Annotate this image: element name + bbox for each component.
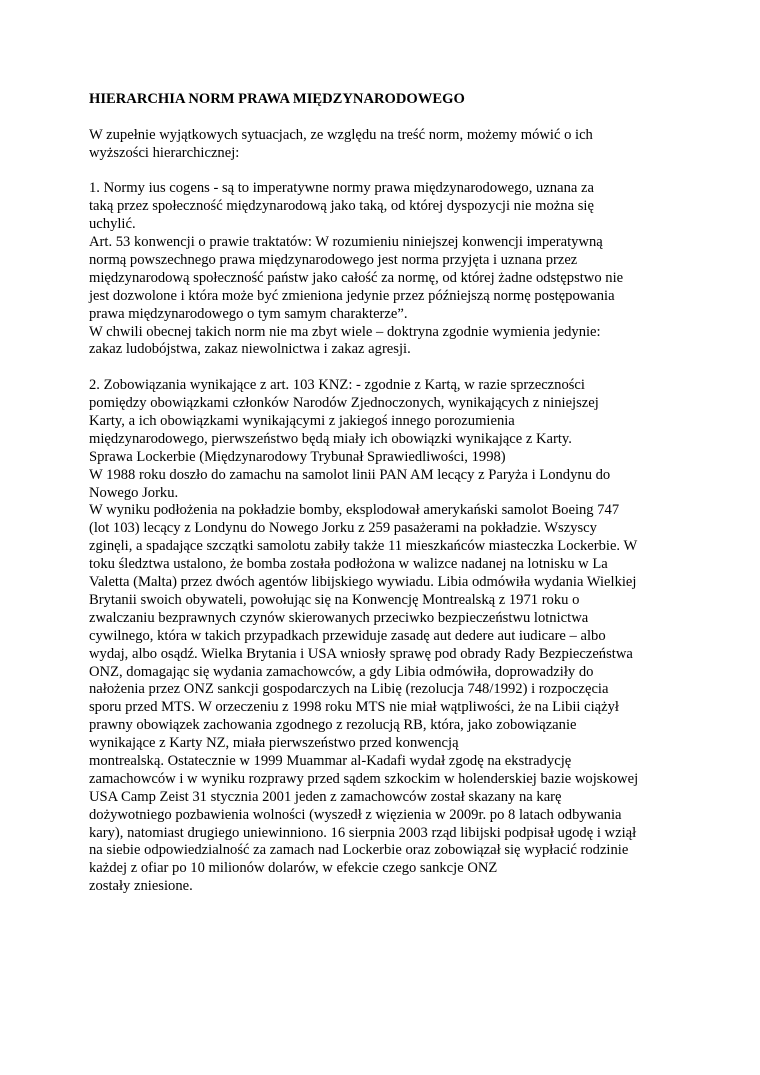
section1-line: międzynarodową społeczność państw jako całość za normę, od której żadne odstępstwo nie: [89, 269, 624, 286]
section1-line: W chwili obecnej takich norm nie ma zbyt wiele – doktryna zgodnie wymienia jedynie:: [89, 323, 601, 340]
intro-line: wyższości hierarchicznej:: [89, 144, 240, 161]
section-ius-cogens: [89, 180, 679, 359]
section2-line: prawny obowiązek zachowania zgodnego z rezolucją RB, która, jako zobowiązanie: [89, 717, 577, 734]
section2-line: nałożenia przez ONZ sankcji gospodarczych na Libię (rezolucja 748/1992) i rozpoczęcia: [89, 681, 609, 698]
section2-line: Brytanii swoich obywateli, powołując się na Konwencję Montrealską z 1971 roku o: [89, 591, 580, 608]
intro-paragraph: [89, 127, 679, 163]
section2-line: zamachowców i w wyniku rozprawy przed sądem szkockim w holenderskiej bazie wojskowej: [89, 770, 639, 787]
section2-line: kary), natomiast drugiego uniewinniono. 16 sierpnia 2003 rząd libijski podpisał ugodę i wziął: [89, 824, 637, 841]
section2-line: 2. Zobowiązania wynikające z art. 103 KNZ: - zgodnie z Kartą, w razie sprzeczności: [89, 377, 585, 394]
section2-line: wydaj, albo osądź. Wielka Brytania i USA wniosły sprawę pod obrady Rady Bezpieczeństwa: [89, 645, 633, 662]
document-body: [89, 91, 679, 914]
section2-line: dożywotniego pozbawienia wolności (wyszedł z więzienia w 2009r. po 8 latach odbywania: [89, 806, 622, 823]
spacer: [89, 163, 679, 181]
section2-line: sporu przed MTS. W orzeczeniu z 1998 roku MTS nie miał wątpliwości, że na Libii ciążył: [89, 699, 619, 716]
section2-line: zginęli, a spadające szczątki samolotu zabiły także 11 mieszkańców miasteczka Lockerbie. W: [89, 538, 638, 555]
section2-line: Sprawa Lockerbie (Międzynarodowy Trybunał Sprawiedliwości, 1998): [89, 448, 506, 465]
section1-line: taką przez społeczność międzynarodową jako taką, od której dyspozycji nie można się: [89, 198, 594, 215]
section2-line: Nowego Jorku.: [89, 484, 179, 501]
section1-line: zakaz ludobójstwa, zakaz niewolnictwa i zakaz agresji.: [89, 341, 411, 358]
section2-line: (lot 103) lecący z Londynu do Nowego Jorku z 259 pasażerami na pokładzie. Wszyscy: [89, 520, 597, 537]
section2-line: cywilnego, która w takich przypadkach przewiduje zasadę aut dedere aut iudicare – albo: [89, 627, 606, 644]
section1-line: 1. Normy ius cogens - są to imperatywne normy prawa międzynarodowego, uznana za: [89, 180, 594, 197]
section2-line: W wyniku podłożenia na pokładzie bomby, eksplodował amerykański samolot Boeing 747: [89, 502, 620, 519]
section2-line: międzynarodowego, pierwszeństwo będą miały ich obowiązki wynikające z Karty.: [89, 430, 572, 447]
section2-line: wynikające z Karty NZ, miała pierwszeństwo przed konwencją: [89, 735, 459, 752]
document-title: HIERARCHIA NORM PRAWA MIĘDZYNARODOWEGO: [89, 91, 465, 107]
section-art-103: [89, 377, 679, 914]
section2-line: każdej z ofiar po 10 milionów dolarów, w efekcie czego sankcje ONZ: [89, 860, 498, 877]
section2-line: W 1988 roku doszło do zamachu na samolot linii PAN AM lecący z Paryża i Londynu do: [89, 466, 611, 483]
spacer: [89, 359, 679, 377]
section1-line: uchylić.: [89, 216, 136, 233]
section2-line: [89, 896, 679, 914]
section1-line: jest dozwolone i która może być zmieniona jedynie przez późniejszą normę postępowania: [89, 287, 615, 304]
section2-line: toku śledztwa ustalono, że bomba została podłożona w walizce nadanej na lotnisku w La: [89, 556, 608, 573]
section2-line: zwalczaniu bezprawnych czynów skierowanych przeciwko bezpieczeństwu lotnictwa: [89, 609, 589, 626]
intro-line: W zupełnie wyjątkowych sytuacjach, ze względu na treść norm, możemy mówić o ich: [89, 126, 593, 143]
section2-line: Valetta (Malta) przez dwóch agentów libijskiego wywiadu. Libia odmówiła wydania Wielkiej: [89, 574, 637, 591]
section2-line: na siebie odpowiedzialność za zamach nad Lockerbie oraz zobowiązał się wypłacić rodzinie: [89, 842, 629, 859]
spacer: [89, 109, 679, 127]
section2-line: zostały zniesione.: [89, 878, 193, 895]
section1-line: normą powszechnego prawa międzynarodowego jest norma przyjęta i uznana przez: [89, 252, 578, 269]
section1-line: prawa międzynarodowego o tym samym charakterze”.: [89, 305, 408, 322]
section1-line: Art. 53 konwencji o prawie traktatów: W rozumieniu niniejszej konwencji imperatywną: [89, 234, 603, 251]
section2-line: USA Camp Zeist 31 stycznia 2001 jeden z zamachowców został skazany na karę: [89, 788, 562, 805]
section2-line: montrealską. Ostatecznie w 1999 Muammar al-Kadafi wydał zgodę na ekstradycję: [89, 752, 572, 769]
section2-line: Karty, a ich obowiązkami wynikającymi z jakiegoś innego porozumienia: [89, 413, 515, 430]
section2-line: ONZ, domagając się wydania zamachowców, a gdy Libia odmówiła, doprowadziły do: [89, 663, 594, 680]
section2-line: pomiędzy obowiązkami członków Narodów Zjednoczonych, wynikających z niniejszej: [89, 395, 599, 412]
